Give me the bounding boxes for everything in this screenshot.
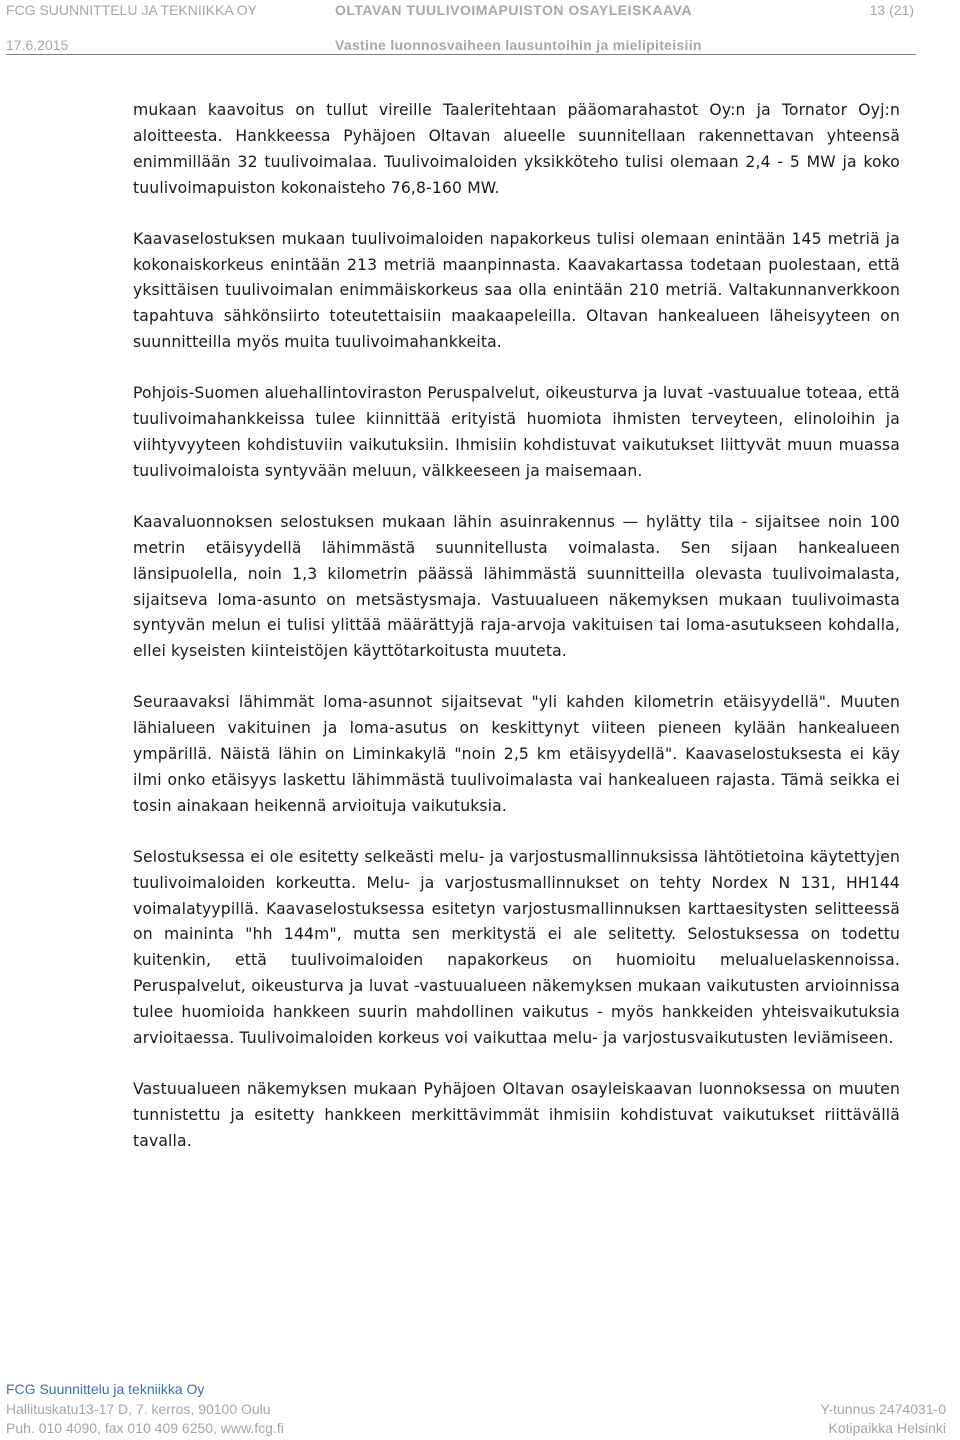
- paragraph-6: Selostuksessa ei ole esitetty selkeästi melu- ja varjostusmallinnuksissa lähtötietoina käytettyjen tuulivoimaloiden korkeutta. Melu- ja varjostusmallinnukset on tehty Nordex N 131, HH144 voimalatyypillä. Kaavaselostuksessa esitetyn varjostusmallinnuksen karttaesitysten selitteessä on maininta "hh 144m", mutta sen merkitystä ei ale selitetty. Selostuksessa on todettu kuitenkin, että tuulivoimaloiden napakorkeus on huomioitu melualuelaskennoissa. Peruspalvelut, oikeusturva ja luvat -vastuualueen näkemyksen mukaan vaikutusten arvioinnissa tulee huomioida hankkeen suurin mahdollinen vaikutus - myös hankkeiden yhteisvaikutuksia arvioitaessa. Tuulivoimaloiden korkeus voi vaikuttaa melu- ja varjostusvaikutusten leviämiseen.: [133, 847, 900, 1048]
- header-date: 17.6.2015: [6, 37, 69, 53]
- paragraph-5: Seuraavaksi lähimmät loma-asunnot sijaitsevat "yli kahden kilometrin etäisyydellä". Muuten lähialueen vakituinen ja loma-asutus on keskittynyt viiteen pieneen kylään hankealueen ympärillä. Näistä lähin on Liminkakylä "noin 2,5 km etäisyydellä". Kaavaselostuksesta ei käy ilmi onko etäisyys laskettu lähimmästä tuulivoimalasta vai hankealueen rajasta. Tämä seikka ei tosin ainakaan heikennä arvioituja vaikutuksia.: [133, 693, 900, 815]
- page-footer: [6, 1380, 946, 1440]
- page-header: [6, 0, 916, 55]
- footer-right: [820, 1400, 946, 1439]
- footer-contact: Puh. 010 4090, fax 010 409 6250, www.fcg.fi: [6, 1420, 284, 1436]
- paragraph-4: Kaavaluonnoksen selostuksen mukaan lähin asuinrakennus — hylätty tila - sijaitsee noin 100 metrin etäisyydellä lähimmästä suunnitellusta voimalasta. Sen sijaan hankealueen länsipuolella, noin 1,3 kilometrin päässä lähimmästä suunnitteilla olevasta tuulivoimalasta, sijaitseva loma-asunto on metsästysmaja. Vastuualueen näkemyksen mukaan tuulivoimasta syntyvän melun ei tulisi ylittää määrättyjä raja-arvoja vakituisen tai loma-asutukseen kohdalla, ellei kyseisten kiinteistöjen käyttötarkoitusta muuteta.: [133, 512, 900, 661]
- footer-left: [6, 1380, 284, 1439]
- footer-address: Hallituskatu13-17 D, 7. kerros, 90100 Oulu: [6, 1400, 271, 1417]
- footer-company: FCG Suunnittelu ja tekniikka Oy: [6, 1381, 205, 1397]
- header-page-number: 13 (21): [869, 2, 914, 18]
- paragraph-2: Kaavaselostuksen mukaan tuulivoimaloiden napakorkeus tulisi olemaan enintään 145 metriä ja kokonaiskorkeus enintään 213 metriä maanpinnasta. Kaavakartassa todetaan puolestaan, että yksittäisen tuulivoimalan enimmäiskorkeus saa olla enintään 210 metriä. Valtakunnanverkkoon tapahtuva sähkönsiirto toteutettaisiin maakaapeleilla. Oltavan hankealueen läheisyyteen on suunnitteilla myös muita tuulivoimahankkeita.: [133, 229, 900, 352]
- header-subtitle: Vastine luonnosvaiheen lausuntoihin ja mielipiteisiin: [335, 37, 702, 53]
- document-body: [133, 98, 900, 1180]
- paragraph-3: Pohjois-Suomen aluehallintoviraston Peruspalvelut, oikeusturva ja luvat -vastuualue toteaa, että tuulivoimahankkeissa tulee kiinnittää erityistä huomiota ihmisten terveyteen, elinoloihin ja viihtyvyyteen kohdistuviin vaikutuksiin. Ihmisiin kohdistuvat vaikutukset liittyvät muun muassa tuulivoimaloista syntyvään meluun, välkkeeseen ja maisemaan.: [133, 384, 900, 480]
- paragraph-7: Vastuualueen näkemyksen mukaan Pyhäjoen Oltavan osayleiskaavan luonnoksessa on muuten tunnistettu ja esitetty hankkeen merkittävimmät ihmisiin kohdistuvat vaikutukset riittävällä tavalla.: [133, 1080, 900, 1150]
- footer-domicile: Kotipaikka Helsinki: [828, 1420, 946, 1436]
- footer-business-id: Y-tunnus 2474031-0: [820, 1400, 946, 1417]
- paragraph-1: mukaan kaavoitus on tullut vireille Taaleritehtaan pääomarahastot Oy:n ja Tornator Oyj:n aloitteesta. Hankkeessa Pyhäjoen Oltavan alueelle suunnitellaan rakennettavan yhteensä enimmillään 32 tuulivoimalaa. Tuulivoimaloiden yksikköteho tulisi olemaan 2,4 - 5 MW ja koko tuulivoimapuiston kokonaisteho 76,8-160 MW.: [133, 101, 900, 197]
- header-company: FCG SUUNNITTELU JA TEKNIIKKA OY: [6, 2, 258, 18]
- header-document-title: OLTAVAN TUULIVOIMAPUISTON OSAYLEISKAAVA: [335, 2, 693, 18]
